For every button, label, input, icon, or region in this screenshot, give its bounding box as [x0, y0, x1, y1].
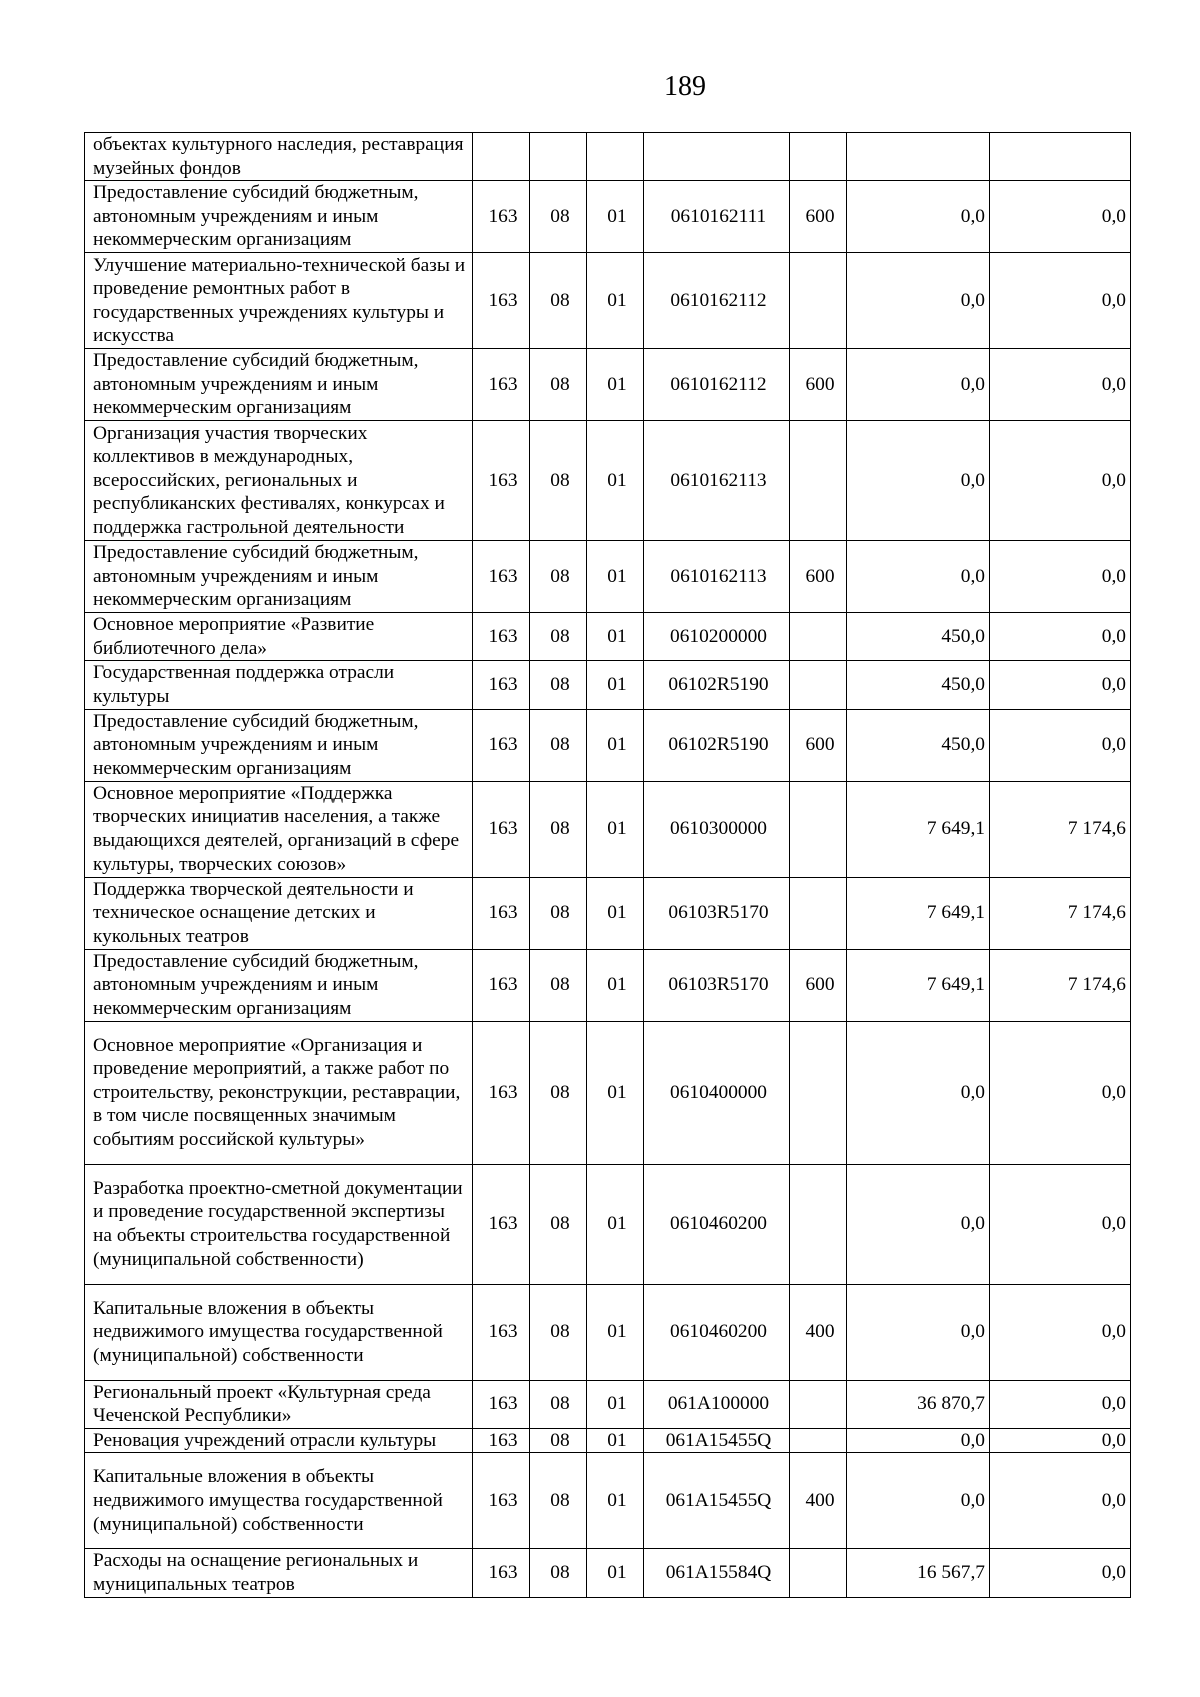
cell-name: Предоставление субсидий бюджетным, автономным учреждениям и иным некоммерческим организациям: [85, 709, 473, 781]
cell-rz: 08: [530, 877, 587, 949]
cell-csr: 0610162112: [644, 349, 790, 421]
cell-sum2: 0,0: [990, 1428, 1131, 1453]
cell-sum2: 0,0: [990, 1164, 1131, 1284]
cell-sum1: 0,0: [847, 253, 990, 349]
cell-vr: [790, 253, 847, 349]
cell-rz: 08: [530, 949, 587, 1021]
cell-pr: 01: [587, 1021, 644, 1164]
cell-pr: 01: [587, 613, 644, 661]
cell-sum2: 0,0: [990, 613, 1131, 661]
cell-sum1: 7 649,1: [847, 781, 990, 877]
table-row: [85, 349, 1131, 421]
cell-csr: 06103R5170: [644, 949, 790, 1021]
cell-rz: 08: [530, 781, 587, 877]
cell-sum2: 0,0: [990, 1453, 1131, 1549]
cell-csr: 06102R5190: [644, 661, 790, 709]
cell-rz: 08: [530, 253, 587, 349]
cell-pr: 01: [587, 541, 644, 613]
cell-sum1: 7 649,1: [847, 949, 990, 1021]
cell-pr: 01: [587, 1284, 644, 1380]
cell-vr: [790, 421, 847, 541]
cell-sum2: 7 174,6: [990, 877, 1131, 949]
table-row: [85, 1284, 1131, 1380]
cell-pr: 01: [587, 1380, 644, 1428]
cell-sum2: 0,0: [990, 349, 1131, 421]
cell-csr: [644, 133, 790, 181]
cell-grbs: 163: [473, 781, 530, 877]
cell-sum1: 0,0: [847, 1164, 990, 1284]
cell-csr: 061A15455Q: [644, 1428, 790, 1453]
cell-vr: 400: [790, 1453, 847, 1549]
cell-csr: 0610200000: [644, 613, 790, 661]
cell-pr: 01: [587, 1164, 644, 1284]
cell-rz: 08: [530, 1549, 587, 1597]
cell-rz: 08: [530, 181, 587, 253]
cell-pr: 01: [587, 1453, 644, 1549]
cell-pr: 01: [587, 949, 644, 1021]
table-row: [85, 1549, 1131, 1597]
cell-name: Государственная поддержка отрасли культуры: [85, 661, 473, 709]
cell-vr: [790, 877, 847, 949]
table-row: [85, 181, 1131, 253]
budget-table: [84, 132, 1131, 1598]
cell-sum1: 450,0: [847, 661, 990, 709]
page-number: 189: [664, 71, 706, 102]
cell-name: Реновация учреждений отрасли культуры: [85, 1428, 473, 1453]
cell-name: Региональный проект «Культурная среда Чеченской Республики»: [85, 1380, 473, 1428]
cell-vr: 600: [790, 949, 847, 1021]
table-row: [85, 1021, 1131, 1164]
cell-csr: 0610300000: [644, 781, 790, 877]
table-row: [85, 1380, 1131, 1428]
table-row: [85, 877, 1131, 949]
cell-sum1: 0,0: [847, 421, 990, 541]
cell-sum2: 0,0: [990, 421, 1131, 541]
cell-name: Предоставление субсидий бюджетным, автономным учреждениям и иным некоммерческим организациям: [85, 541, 473, 613]
table-row: [85, 253, 1131, 349]
cell-pr: [587, 133, 644, 181]
cell-sum1: 16 567,7: [847, 1549, 990, 1597]
cell-name: Предоставление субсидий бюджетным, автономным учреждениям и иным некоммерческим организациям: [85, 349, 473, 421]
cell-rz: [530, 133, 587, 181]
cell-grbs: 163: [473, 1284, 530, 1380]
cell-pr: 01: [587, 781, 644, 877]
cell-name: Организация участия творческих коллективов в международных, всероссийских, региональных и республиканских фестивалях, конкурсах и поддержка гастрольной деятельности: [85, 421, 473, 541]
table-row: [85, 421, 1131, 541]
cell-rz: 08: [530, 541, 587, 613]
cell-grbs: 163: [473, 181, 530, 253]
cell-csr: 0610162113: [644, 421, 790, 541]
cell-name: Основное мероприятие «Поддержка творческих инициатив населения, а также выдающихся деятелей, организаций в сфере культуры, творческих союзов»: [85, 781, 473, 877]
cell-vr: [790, 1021, 847, 1164]
table-row: [85, 1453, 1131, 1549]
cell-sum2: 0,0: [990, 541, 1131, 613]
cell-sum1: 0,0: [847, 1453, 990, 1549]
cell-vr: 600: [790, 709, 847, 781]
cell-vr: 600: [790, 349, 847, 421]
cell-sum2: 0,0: [990, 709, 1131, 781]
cell-name: Основное мероприятие «Организация и проведение мероприятий, а также работ по строительству, реконструкции, реставрации, в том числе посвященных значимым событиям российской культуры»: [85, 1021, 473, 1164]
table-row: [85, 1164, 1131, 1284]
cell-grbs: 163: [473, 253, 530, 349]
cell-grbs: 163: [473, 709, 530, 781]
cell-name: Улучшение материально-технической базы и проведение ремонтных работ в государственных учреждениях культуры и искусства: [85, 253, 473, 349]
cell-csr: 0610162111: [644, 181, 790, 253]
cell-rz: 08: [530, 661, 587, 709]
cell-grbs: 163: [473, 1428, 530, 1453]
cell-pr: 01: [587, 421, 644, 541]
cell-sum2: 7 174,6: [990, 949, 1131, 1021]
cell-csr: 0610460200: [644, 1164, 790, 1284]
cell-grbs: 163: [473, 877, 530, 949]
cell-vr: [790, 661, 847, 709]
cell-sum2: 0,0: [990, 1380, 1131, 1428]
cell-name: объектах культурного наследия, реставрация музейных фондов: [85, 133, 473, 181]
cell-pr: 01: [587, 181, 644, 253]
cell-grbs: 163: [473, 421, 530, 541]
cell-csr: 06103R5170: [644, 877, 790, 949]
cell-name: Разработка проектно-сметной документации и проведение государственной экспертизы на объекты строительства государственной (муниципальной собственности): [85, 1164, 473, 1284]
cell-sum1: 0,0: [847, 1284, 990, 1380]
cell-sum1: 450,0: [847, 613, 990, 661]
cell-csr: 0610400000: [644, 1021, 790, 1164]
cell-rz: 08: [530, 349, 587, 421]
cell-pr: 01: [587, 709, 644, 781]
cell-name: Капитальные вложения в объекты недвижимого имущества государственной (муниципальной) собственности: [85, 1284, 473, 1380]
cell-sum2: 0,0: [990, 1021, 1131, 1164]
cell-rz: 08: [530, 1428, 587, 1453]
cell-vr: 600: [790, 181, 847, 253]
cell-rz: 08: [530, 709, 587, 781]
cell-pr: 01: [587, 1549, 644, 1597]
cell-rz: 08: [530, 613, 587, 661]
cell-rz: 08: [530, 1021, 587, 1164]
table-row: [85, 613, 1131, 661]
cell-csr: 061A15455Q: [644, 1453, 790, 1549]
table-row: [85, 661, 1131, 709]
cell-grbs: 163: [473, 1549, 530, 1597]
cell-name: Предоставление субсидий бюджетным, автономным учреждениям и иным некоммерческим организациям: [85, 949, 473, 1021]
cell-vr: [790, 1428, 847, 1453]
cell-rz: 08: [530, 1453, 587, 1549]
cell-csr: 061A15584Q: [644, 1549, 790, 1597]
cell-grbs: [473, 133, 530, 181]
cell-grbs: 163: [473, 541, 530, 613]
table-row: [85, 1428, 1131, 1453]
cell-pr: 01: [587, 349, 644, 421]
cell-rz: 08: [530, 1284, 587, 1380]
cell-rz: 08: [530, 1164, 587, 1284]
cell-sum1: 0,0: [847, 349, 990, 421]
cell-pr: 01: [587, 661, 644, 709]
cell-sum1: 7 649,1: [847, 877, 990, 949]
cell-sum1: 0,0: [847, 1428, 990, 1453]
cell-csr: 0610162112: [644, 253, 790, 349]
cell-grbs: 163: [473, 613, 530, 661]
cell-sum1: 36 870,7: [847, 1380, 990, 1428]
cell-grbs: 163: [473, 661, 530, 709]
cell-pr: 01: [587, 1428, 644, 1453]
cell-grbs: 163: [473, 1453, 530, 1549]
cell-grbs: 163: [473, 349, 530, 421]
cell-sum2: 0,0: [990, 1284, 1131, 1380]
cell-sum2: 0,0: [990, 181, 1131, 253]
cell-sum2: 0,0: [990, 253, 1131, 349]
cell-csr: 061A100000: [644, 1380, 790, 1428]
cell-name: Капитальные вложения в объекты недвижимого имущества государственной (муниципальной) собственности: [85, 1453, 473, 1549]
cell-name: Расходы на оснащение региональных и муниципальных театров: [85, 1549, 473, 1597]
cell-sum1: 450,0: [847, 709, 990, 781]
cell-sum2: 0,0: [990, 1549, 1131, 1597]
cell-vr: 400: [790, 1284, 847, 1380]
cell-csr: 06102R5190: [644, 709, 790, 781]
cell-vr: [790, 133, 847, 181]
cell-rz: 08: [530, 1380, 587, 1428]
cell-vr: [790, 781, 847, 877]
cell-name: Поддержка творческой деятельности и техническое оснащение детских и кукольных театров: [85, 877, 473, 949]
cell-sum1: 0,0: [847, 541, 990, 613]
cell-csr: 0610162113: [644, 541, 790, 613]
table-row: [85, 541, 1131, 613]
cell-csr: 0610460200: [644, 1284, 790, 1380]
cell-grbs: 163: [473, 949, 530, 1021]
cell-pr: 01: [587, 253, 644, 349]
cell-vr: [790, 1380, 847, 1428]
cell-sum2: [990, 133, 1131, 181]
cell-grbs: 163: [473, 1021, 530, 1164]
cell-sum1: 0,0: [847, 1021, 990, 1164]
cell-name: Основное мероприятие «Развитие библиотечного дела»: [85, 613, 473, 661]
cell-vr: 600: [790, 541, 847, 613]
table-row: [85, 133, 1131, 181]
cell-grbs: 163: [473, 1380, 530, 1428]
table-body: [85, 133, 1131, 1598]
cell-vr: [790, 1549, 847, 1597]
cell-rz: 08: [530, 421, 587, 541]
cell-vr: [790, 1164, 847, 1284]
cell-sum1: [847, 133, 990, 181]
cell-sum2: 0,0: [990, 661, 1131, 709]
cell-name: Предоставление субсидий бюджетным, автономным учреждениям и иным некоммерческим организациям: [85, 181, 473, 253]
cell-sum1: 0,0: [847, 181, 990, 253]
table-row: [85, 781, 1131, 877]
cell-vr: [790, 613, 847, 661]
cell-pr: 01: [587, 877, 644, 949]
cell-grbs: 163: [473, 1164, 530, 1284]
cell-sum2: 7 174,6: [990, 781, 1131, 877]
table-row: [85, 709, 1131, 781]
table-row: [85, 949, 1131, 1021]
